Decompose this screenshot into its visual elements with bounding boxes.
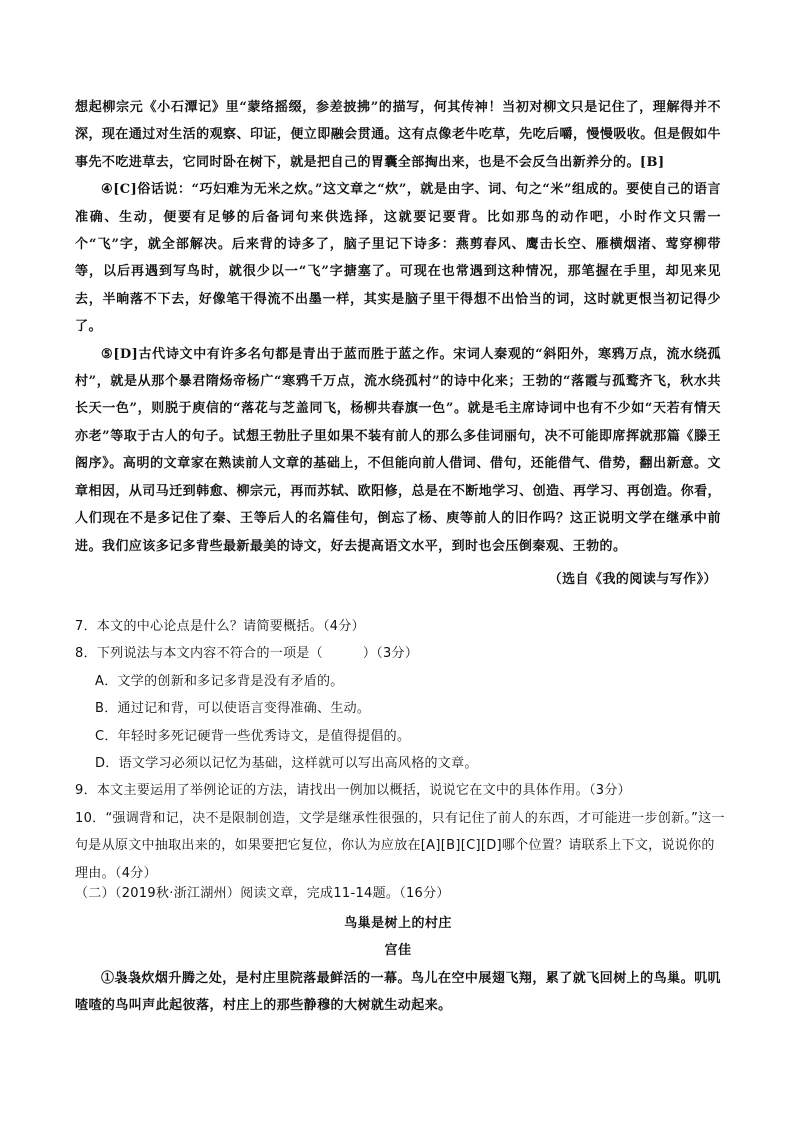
question-8-option-c: C．年轻时多死记硬背一些优秀诗文，是值得提倡的。 — [95, 728, 411, 744]
essay-paragraph-4: ④[C]俗话说：“巧妇难为无米之炊。”这文章之“炊”，就是由字、词、句之“米”组成的。要使自己的语言准确、生动，便要有足够的后备词句来供选择，这就要记要背。比如那鸟的动作吧，小时作文只需一个“飞”字，就全部解决。后来背的诗多了，脑子里记下诗多：燕剪春风、鹰击长空、雁横烟渚、莺穿柳带等，以后再遇到写鸟时，就很少以一“飞”字搪塞了。可现在也常遇到这种情况，那笔握在手里，却见来见去，半晌落不下去，好像笔干得流不出墨一样，其实是脑子里干得想不出恰当的词，这时就更恨当初记得少了。 — [75, 182, 721, 335]
question-8-option-b: B．通过记和背，可以使语言变得准确、生动。 — [95, 701, 371, 717]
question-9: 9．本文主要运用了举例论证的方法，请找出一例加以概括，说说它在文中的具体作用。（3分） — [75, 783, 631, 799]
question-8: 8．下列说法与本文内容不符合的一项是（ ）（3分） — [75, 646, 419, 662]
question-10: 10．“强调背和记，决不是限制创造，文学是继承性很强的，只有记住了前人的东西，才可能进一步创新。”这一句是从原文中抽取出来的，如果要把它复位，你认为应放在[A][B][C][D]哪个位置？请联系上下文，说说你的理由。（4分） — [75, 810, 725, 881]
essay-source: （选自《我的阅读与写作》） — [548, 571, 717, 587]
question-8-option-d: D．语文学习必须以记忆为基础，这样就可以写出高风格的文章。 — [95, 756, 478, 772]
story-paragraph-1: ①袅袅炊烟升腾之处，是村庄里院落最鲜活的一幕。鸟儿在空中展翅飞翔，累了就飞回树上的鸟巢。叽叽喳喳的鸟叫声此起彼落，村庄上的那些静穆的大树就生动起来。 — [75, 970, 721, 1014]
story-title: 鸟巢是树上的村庄 — [344, 916, 452, 931]
story-author: 宫佳 — [384, 943, 412, 959]
question-8-option-a: A．文学的创新和多记多背是没有矛盾的。 — [95, 673, 344, 689]
story-body — [75, 910, 721, 1020]
section-2-heading: （二）（2019秋·浙江湖州）阅读文章，完成11-14题。（16分） — [75, 886, 450, 901]
questions-section — [75, 613, 725, 887]
question-7: 7．本文的中心论点是什么？请简要概括。（4分） — [75, 619, 365, 634]
essay-body — [75, 94, 721, 593]
essay-paragraph-continued: 想起柳宗元《小石潭记》里“蒙络摇缀，参差披拂”的描写，何其传神！当初对柳文只是记住了，理解得并不深，现在通过对生活的观察、印证，便立即融会贯通。这有点像老牛吃草，先吃后嚼，慢慢吸收。但是假如牛事先不吃进草去，它同时卧在树下，就是把自己的胃囊全部掏出来，也是不会反刍出新养分的。[B] — [75, 100, 721, 170]
essay-paragraph-5: ⑤[D]古代诗文中有许多名句都是青出于蓝而胜于蓝之作。宋词人秦观的“斜阳外，寒鸦万点，流水绕孤村”，就是从那个暴君隋炀帝杨广“寒鸦千万点，流水绕孤村”的诗中化来；王勃的“落霞与孤鹜齐飞，秋水共长天一色”，则脱于庾信的“落花与芝盖同飞，杨柳共春旗一色”。就是毛主席诗词中也有不少如“天若有情天亦老”等取于古人的句子。试想王勃肚子里如果不装有前人的那么多佳词丽句，决不可能即席挥就那篇《滕王阁序》。高明的文章家在熟读前人文章的基础上，不但能向前人借词、借句，还能借气、借势，翻出新意。文章相因，从司马迁到韩愈、柳宗元，再而苏轼、欧阳修，总是在不断地学习、创造、再学习、再创造。你看，人们现在不是多记住了秦、王等后人的名篇佳句，倒忘了杨、庾等前人的旧作吗？这正说明文学在继承中前进。我们应该多记多背些最新最美的诗文，好去提高语文水平，到时也会压倒秦观、王勃的。 — [75, 346, 721, 554]
